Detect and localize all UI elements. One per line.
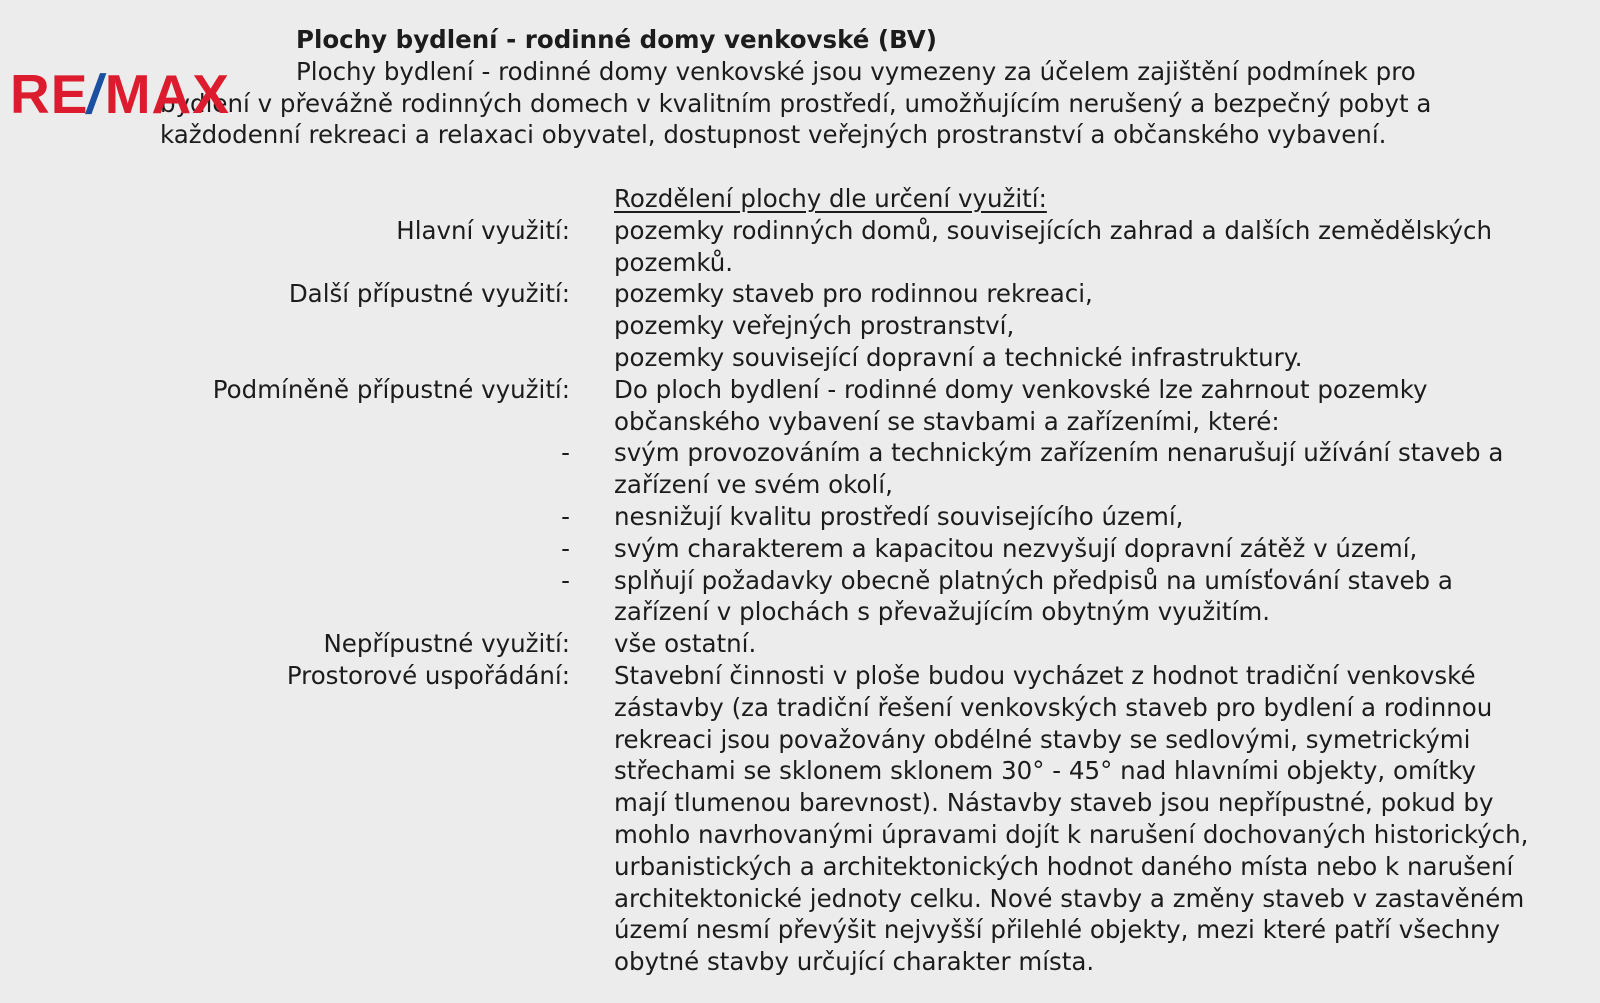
usage-label: Podmíněně přípustné využití: xyxy=(212,374,570,404)
usage-value-line: nesnižují kvalitu prostředí souvisejícího území, xyxy=(614,501,1184,531)
usage-label: Nepřípustné využití: xyxy=(323,629,570,659)
usage-row xyxy=(0,628,1600,660)
bullet-row xyxy=(0,533,1600,565)
bullet-dash: - xyxy=(561,438,570,468)
usage-label: Hlavní využití: xyxy=(396,215,570,245)
usage-value xyxy=(614,565,1529,629)
division-heading-row xyxy=(0,183,1600,215)
usage-value-line: pozemky rodinných domů, souvisejících zahrad a dalších zemědělských pozemků. xyxy=(614,215,1493,277)
usage-value-line: Do ploch bydlení - rodinné domy venkovské lze zahrnout pozemky občanského vybavení se stavbami a zařízeními, které: xyxy=(614,374,1428,436)
usage-value-line: svým provozováním a technickým zařízením nenarušují užívání staveb a zařízení ve svém okolí, xyxy=(614,438,1504,500)
usage-row xyxy=(0,278,1600,373)
usage-row xyxy=(0,374,1600,438)
usage-value-line: Stavební činnosti v ploše budou vycházet z hodnot tradiční venkovské zástavby (za tradiční řešení venkovských staveb pro bydlení a rodinnou rekreaci jsou považovány obdélné stavby se sedlovými, symetrickými střechami se sklonem sklonem 30° - 45° nad hlavními objekty, omítky mají tlumenou barevnost). Nástavby staveb jsou nepřípustné, pokud by mohlo navrhovanými úpravami dojít k narušení dochovaných historických, urbanistických a architektonických hodnot daného místa nebo k narušení architektonické jednoty celku. Nové stavby a změny staveb v zastavěném území nesmí převýšit nejvyšší přilehlé objekty, mezi které patří všechny obytné stavby určující charakter místa. xyxy=(614,660,1529,977)
usage-value-line: splňují požadavky obecně platných předpisů na umísťování staveb a zařízení v plochách s převažujícím obytným využitím. xyxy=(614,565,1453,627)
logo-text-left: RE xyxy=(10,63,89,125)
usage-table xyxy=(0,215,1600,978)
usage-value xyxy=(614,533,1529,565)
usage-label: Prostorové uspořádání: xyxy=(286,660,570,690)
usage-row xyxy=(0,215,1600,279)
bullet-row xyxy=(0,437,1600,501)
usage-value xyxy=(614,437,1529,501)
section-title: Plochy bydlení - rodinné domy venkovské (BV) xyxy=(296,25,937,54)
usage-value xyxy=(614,278,1529,373)
usage-value xyxy=(614,660,1529,978)
usage-label: Další přípustné využití: xyxy=(288,279,570,309)
logo-text-right: MAX xyxy=(104,63,230,125)
usage-value-line: svým charakterem a kapacitou nezvyšují dopravní zátěž v území, xyxy=(614,533,1418,563)
division-heading-cell xyxy=(614,183,1529,215)
usage-value-line: vše ostatní. xyxy=(614,629,757,659)
bullet-dash: - xyxy=(561,533,570,563)
section-intro: Plochy bydlení - rodinné domy venkovské jsou vymezeny za účelem zajištění podmínek pro bydlení v převážně rodinných domech v kvalitním prostředí, umožňujícím nerušený a bezpečný pobyt a každodenní rekreaci a relaxaci obyvatel, dostupnost veřejných prostranství a občanského vybavení. xyxy=(160,56,1432,150)
logo-slash: / xyxy=(82,63,111,125)
usage-value-line: pozemky veřejných prostranství, xyxy=(614,311,1015,341)
usage-value xyxy=(614,215,1529,279)
spacer xyxy=(0,151,1600,183)
bullet-dash: - xyxy=(561,565,570,595)
bullet-row xyxy=(0,501,1600,533)
remax-logo xyxy=(10,63,230,125)
usage-value-line: pozemky související dopravní a technické infrastruktury. xyxy=(614,342,1303,372)
division-heading-spacer xyxy=(0,183,570,215)
usage-value xyxy=(614,374,1529,438)
usage-value xyxy=(614,501,1529,533)
usage-row xyxy=(0,660,1600,978)
usage-value xyxy=(614,628,1529,660)
bullet-row xyxy=(0,565,1600,629)
bullet-dash: - xyxy=(561,501,570,531)
division-heading: Rozdělení plochy dle určení využití: xyxy=(614,183,1047,213)
document-body xyxy=(0,24,1600,978)
usage-value-line: pozemky staveb pro rodinnou rekreaci, xyxy=(614,279,1093,309)
